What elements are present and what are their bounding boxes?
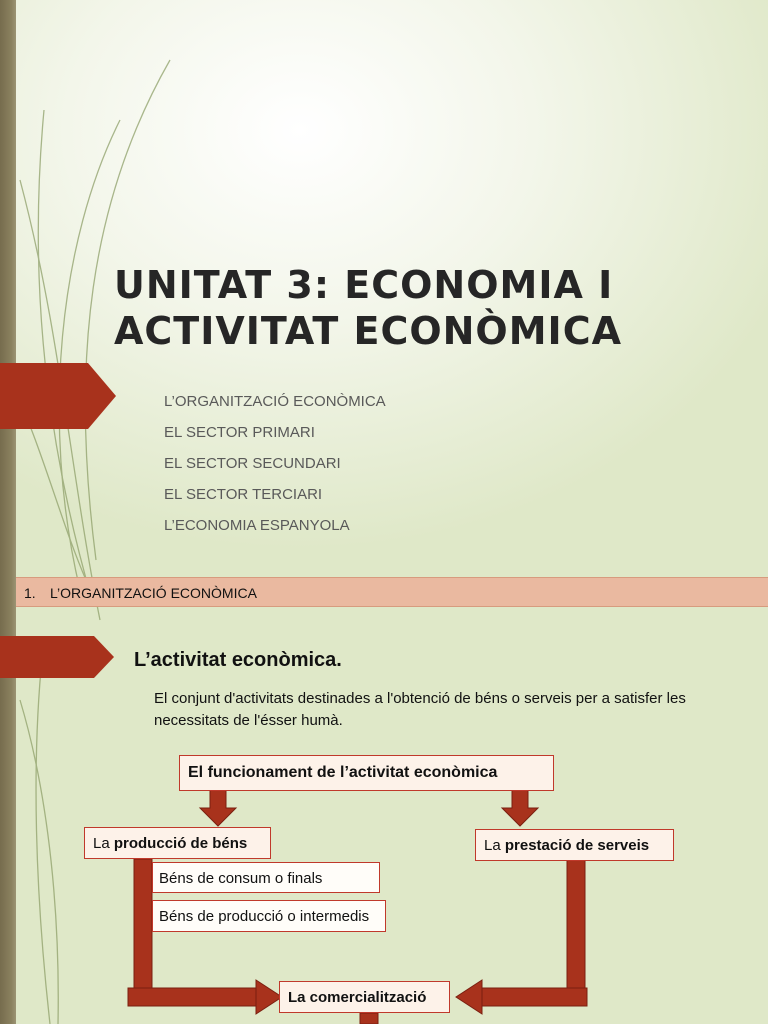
- table-of-contents: [164, 392, 386, 547]
- toc-item: EL SECTOR SECUNDARI: [164, 455, 341, 472]
- goods-consumption-label: Béns de consum o finals: [159, 870, 323, 887]
- title-line-1: UNITAT 3: ECONOMIA I: [114, 263, 614, 307]
- services-strong: prestació de serveis: [504, 837, 650, 854]
- toc-item: L’ECONOMIA ESPANYOLA: [164, 517, 350, 534]
- toc-item: EL SECTOR TERCIARI: [164, 486, 323, 503]
- left-sidebar-bar: [0, 0, 16, 1024]
- definition-text: El conjunt d'activitats destinades a l'obtenció de béns o serveis per a satisfer les necessitats de l'ésser humà.: [154, 690, 686, 729]
- subtitle-arrow-tab: [0, 636, 120, 678]
- section-header-band: [16, 577, 768, 607]
- toc-item: L’ORGANITZACIÓ ECONÒMICA: [164, 393, 386, 410]
- goods-consumption-box: [152, 862, 380, 893]
- services-prefix: La: [484, 837, 505, 854]
- diagram-root-label: El funcionament de l’activitat econòmica: [188, 764, 498, 781]
- title-line-2: ACTIVITAT ECONÒMICA: [114, 309, 622, 353]
- subtitle: L’activitat econòmica.: [134, 649, 342, 671]
- production-prefix: La: [93, 835, 114, 852]
- section-number: 1.: [24, 585, 36, 601]
- diagram-root-box: [179, 755, 554, 791]
- slide-title: [114, 262, 714, 354]
- services-box: [475, 829, 674, 861]
- section-label: L’ORGANITZACIÓ ECONÒMICA: [50, 585, 257, 601]
- production-box: [84, 827, 271, 859]
- commercialization-box: [279, 981, 450, 1013]
- toc-item: EL SECTOR PRIMARI: [164, 424, 315, 441]
- production-strong: producció de béns: [113, 835, 248, 852]
- title-arrow-tab: [0, 363, 120, 429]
- commercialization-label: La comercialització: [288, 989, 427, 1006]
- goods-production-label: Béns de producció o intermedis: [159, 908, 370, 925]
- goods-production-box: [152, 900, 386, 932]
